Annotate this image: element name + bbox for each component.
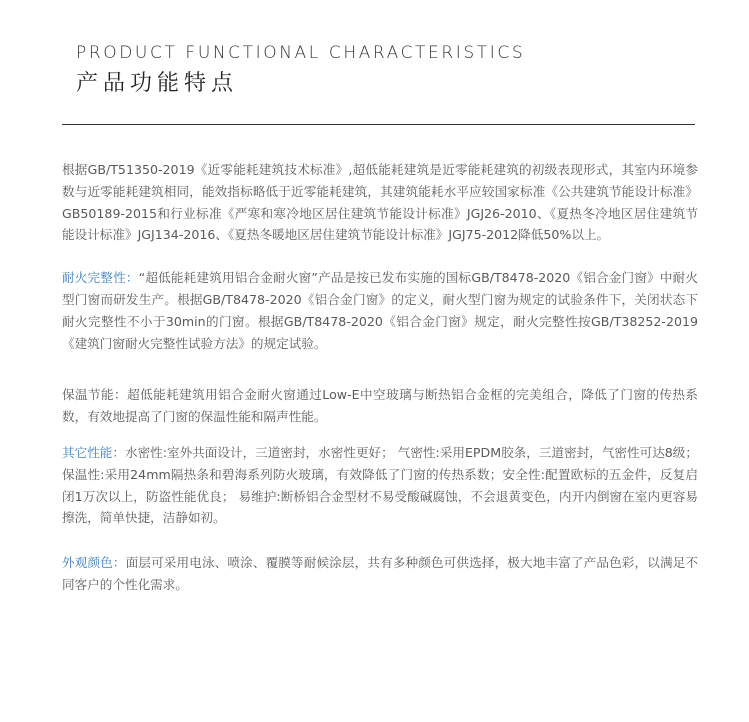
paragraph-insulation — [62, 384, 698, 428]
paragraph-text: 面层可采用电泳、喷涂、覆膜等耐候涂层，共有多种颜色可供选择，极大地丰富了产品色彩，以满足不同客户的个性化需求。 — [62, 555, 699, 592]
paragraph-fire-integrity — [62, 267, 698, 354]
paragraph-text: 水密性:室外共面设计，三道密封，水密性更好； 气密性:采用EPDM胶条，三道密封，气密性可达8级； 保温性:采用24mm隔热条和碧海系列防火玻璃，有效降低了门窗的传热系数；安全性:配置欧标的五金件，反复启闭1万次以上，防盗性能优良； 易维护:断桥铝合金型材不易受酸碱腐蚀，不会退黄变色，内开内倒窗在室内更容易擦洗，简单快捷，洁静如初。 — [62, 444, 699, 526]
section-label-appearance-color: 外观颜色： — [62, 555, 126, 571]
paragraph-text: 保温节能：超低能耗建筑用铝合金耐火窗通过Low-E中空玻璃与断热铝合金框的完美组合，降低了门窗的传热系数，有效地提高了门窗的保温性能和隔声性能。 — [62, 387, 698, 425]
paragraph-appearance-color — [62, 552, 698, 596]
paragraph-text: “超低能耗建筑用铝合金耐火窗”产品是按已发布实施的国标GB/T8478-2020《铝合金门窗》中耐火型门窗而研发生产。根据GB/T8478-2020《铝合金门窗》的定义，耐火型门窗为规定的试验条件下，关闭状态下耐火完整性不小于30min的门窗。根据GB/T8478-2020《铝合金门窗》规定，耐火完整性按GB/T38252-2019《建筑门窗耐火完整性试验方法》的规定试验。 — [62, 270, 699, 351]
paragraph-standard-basis — [62, 159, 698, 246]
header-divider — [62, 124, 695, 125]
article-body — [62, 159, 698, 596]
paragraph-other-performance — [62, 442, 698, 529]
paragraph-text: 根据GB/T51350-2019《近零能耗建筑技术标准》,超低能耗建筑是近零能耗建筑的初级表现形式，其室内环境参数与近零能耗建筑相同，能效指标略低于近零能耗建筑，其建筑能耗水平应较国家标准《公共建筑节能设计标准》GB50189-2015和行业标准《严寒和寒冷地区居住建筑节能设计标准》JGJ26-2010、《夏热冬冷地区居住建筑节能设计标准》JGJ134-2016、《夏热冬暖地区居住建筑节能设计标准》JGJ75-2012降低50%以上。 — [62, 162, 699, 243]
page-header — [76, 42, 525, 98]
english-title: PRODUCT FUNCTIONAL CHARACTERISTICS — [76, 43, 526, 63]
section-label-other-performance: 其它性能： — [62, 444, 125, 460]
section-label-fire-integrity: 耐火完整性： — [62, 270, 139, 286]
chinese-title: 产品功能特点 — [76, 71, 239, 96]
